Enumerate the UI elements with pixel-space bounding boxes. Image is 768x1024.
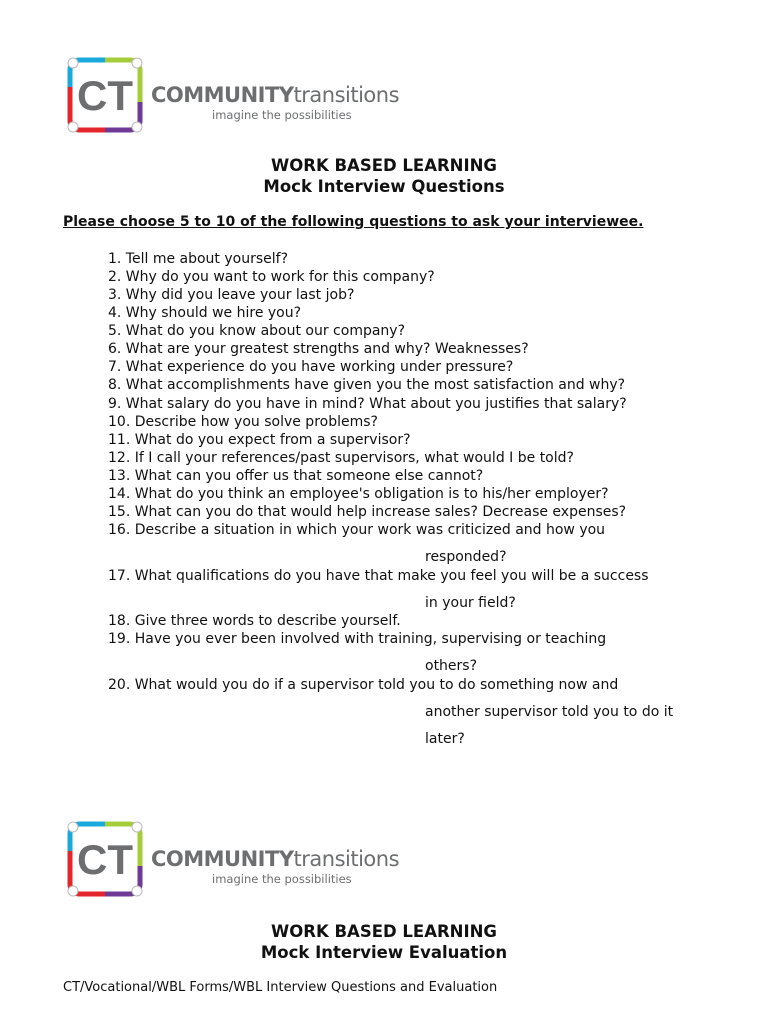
logo-company-name: COMMUNITYtransitions (151, 847, 400, 871)
page-title-line2: Mock Interview Questions (263, 177, 505, 196)
company-logo-bottom (67, 821, 407, 901)
question-item: 19. Have you ever been involved with training, supervising or teaching (108, 631, 607, 647)
section-title-line1: WORK BASED LEARNING (271, 922, 497, 941)
page-title-line1: WORK BASED LEARNING (271, 156, 497, 175)
svg-text:CT: CT (77, 72, 133, 119)
question-continuation: in your field? (425, 595, 516, 611)
footer-file-path: CT/Vocational/WBL Forms/WBL Interview Questions and Evaluation (63, 980, 498, 995)
question-item: 1. Tell me about yourself? (108, 251, 289, 267)
question-continuation: others? (425, 658, 478, 674)
question-continuation: another supervisor told you to do it (425, 704, 674, 720)
question-item: 8. What accomplishments have given you the most satisfaction and why? (108, 377, 626, 393)
question-item: 2. Why do you want to work for this company? (108, 269, 435, 285)
question-item: 5. What do you know about our company? (108, 323, 406, 339)
question-item: 9. What salary do you have in mind? What about you justifies that salary? (108, 396, 627, 412)
section-title-line2: Mock Interview Evaluation (260, 943, 508, 962)
company-logo-top (67, 57, 407, 137)
question-item: 10. Describe how you solve problems? (108, 414, 378, 430)
question-item: 16. Describe a situation in which your work was criticized and how you (108, 522, 606, 538)
question-item: 6. What are your greatest strengths and why? Weaknesses? (108, 341, 529, 357)
question-item: 20. What would you do if a supervisor told you to do something now and (108, 677, 619, 693)
instruction-text: Please choose 5 to 10 of the following questions to ask your interviewee. (63, 214, 644, 230)
question-item: 11. What do you expect from a supervisor? (108, 432, 411, 448)
logo-tagline: imagine the possibilities (212, 108, 352, 122)
question-item: 4. Why should we hire you? (108, 305, 302, 321)
question-item: 14. What do you think an employee's obligation is to his/her employer? (108, 486, 609, 502)
logo-company-name: COMMUNITYtransitions (151, 83, 400, 107)
question-item: 17. What qualifications do you have that make you feel you will be a success (108, 568, 649, 584)
question-item: 13. What can you offer us that someone else cannot? (108, 468, 484, 484)
ct-logo-mark (67, 821, 143, 897)
logo-tagline: imagine the possibilities (212, 872, 352, 886)
question-item: 3. Why did you leave your last job? (108, 287, 355, 303)
question-continuation: responded? (425, 549, 507, 565)
question-item: 12. If I call your references/past supervisors, what would I be told? (108, 450, 574, 466)
question-item: 18. Give three words to describe yourself. (108, 613, 401, 629)
question-item: 15. What can you do that would help increase sales? Decrease expenses? (108, 504, 627, 520)
question-continuation: later? (425, 731, 465, 747)
svg-text:CT: CT (77, 836, 133, 883)
ct-logo-mark (67, 57, 143, 133)
question-item: 7. What experience do you have working under pressure? (108, 359, 514, 375)
